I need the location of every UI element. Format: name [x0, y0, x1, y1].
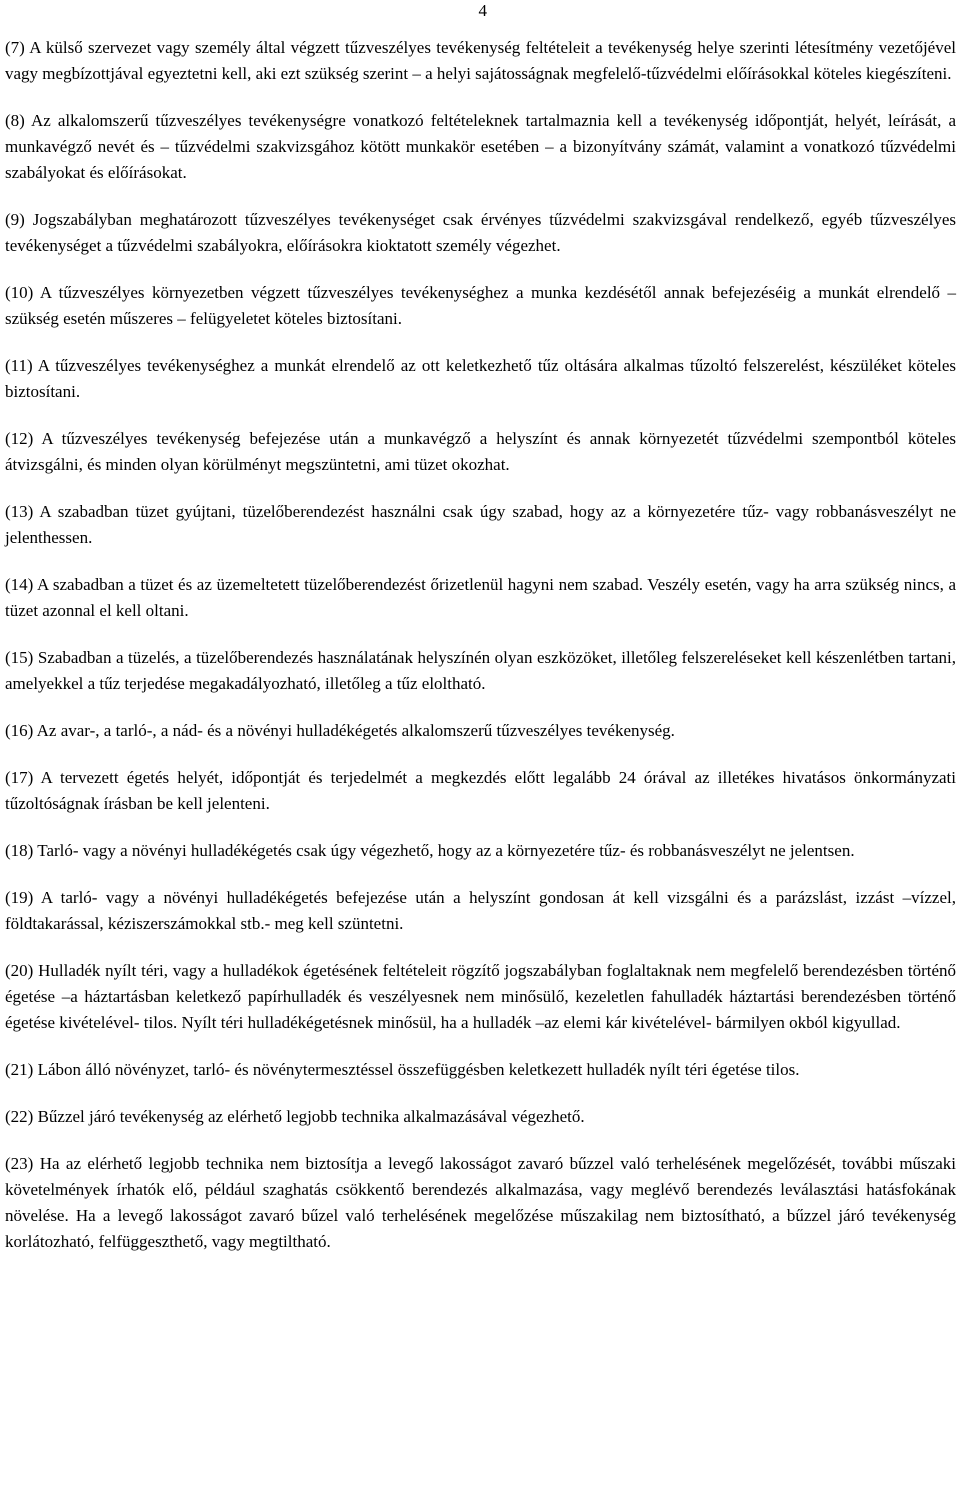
paragraph-21: (21) Lábon álló növényzet, tarló- és növénytermesztéssel összefüggésben keletkezett hulladék nyílt téri égetése tilos. [5, 1060, 800, 1079]
document-body [5, 35, 956, 1276]
paragraph-8: (8) Az alkalomszerű tűzveszélyes tevékenységre vonatkozó feltételeknek tartalmaznia kell a tevékenység időpontját, helyét, leírását, a munkavégző nevét és – tűzvédelmi szakvizsgához kötött munkakör esetében – a bizonyítvány számát, valamint a vonatkozó tűzvédelmi szabályokat és előírásokat. [5, 111, 956, 182]
paragraph-18: (18) Tarló- vagy a növényi hulladékégetés csak úgy végezhető, hogy az a környezetére tűz- és robbanásveszélyt ne jelentsen. [5, 841, 855, 860]
paragraph-12: (12) A tűzveszélyes tevékenység befejezése után a munkavégző a helyszínt és annak környezetét tűzvédelmi szempontból köteles átvizsgálni, és minden olyan körülményt megszüntetni, ami tüzet okozhat. [5, 429, 956, 474]
paragraph-23: (23) Ha az elérhető legjobb technika nem biztosítja a levegő lakosságot zavaró bűzzel való terhelésének megelőzését, további műszaki követelmények írhatók elő, például szaghatás csökkentő berendezés alkalmazása, vagy meglévő berendezés leválasztási hatásfokának növelése. Ha a levegő lakosságot zavaró bűzel való terhelésének megelőzése műszakilag nem biztosítható, a bűzzel járó tevékenység korlátozható, felfüggeszthető, vagy megtiltható. [5, 1154, 956, 1251]
paragraph-16: (16) Az avar-, a tarló-, a nád- és a növényi hulladékégetés alkalomszerű tűzveszélyes tevékenység. [5, 721, 675, 740]
paragraph-7: (7) A külső szervezet vagy személy által végzett tűzveszélyes tevékenység feltételeit a tevékenység helye szerinti létesítmény vezetőjével vagy megbízottjával egyeztetni kell, aki ezt szükség szerint – a helyi sajátosságnak megfelelő-tűzvédelmi előírásokkal köteles kiegészíteni. [5, 38, 956, 83]
paragraph-20: (20) Hulladék nyílt téri, vagy a hulladékok égetésének feltételeit rögzítő jogszabályban foglaltaknak nem megfelelő berendezésben történő égetése –a háztartásban keletkező papírhulladék és veszélyesnek nem minősülő, kezeletlen fahulladék háztartási berendezésben történő égetése kivételével- tilos. Nyílt téri hulladékégetésnek minősül, ha a hulladék –az elemi kár kivételével- bármilyen okból kigyullad. [5, 961, 956, 1032]
paragraph-22: (22) Bűzzel járó tevékenység az elérhető legjobb technika alkalmazásával végezhető. [5, 1107, 585, 1126]
page-number: 4 [478, 1, 487, 20]
paragraph-14: (14) A szabadban a tüzet és az üzemeltetett tüzelőberendezést őrizetlenül hagyni nem szabad. Veszély esetén, vagy ha arra szükség nincs, a tüzet azonnal el kell oltani. [5, 575, 956, 620]
paragraph-11: (11) A tűzveszélyes tevékenységhez a munkát elrendelő az ott keletkezhető tűz oltására alkalmas tűzoltó felszerelést, készüléket köteles biztosítani. [5, 356, 956, 401]
paragraph-15: (15) Szabadban a tüzelés, a tüzelőberendezés használatának helyszínén olyan eszközöket, illetőleg felszereléseket kell készenlétben tartani, amelyekkel a tűz terjedése megakadályozható, illetőleg a tűz eloltható. [5, 648, 956, 693]
paragraph-9: (9) Jogszabályban meghatározott tűzveszélyes tevékenységet csak érvényes tűzvédelmi szakvizsgával rendelkező, egyéb tűzveszélyes tevékenységet a tűzvédelmi szabályokra, előírásokra kioktatott személy végezhet. [5, 210, 956, 255]
paragraph-10: (10) A tűzveszélyes környezetben végzett tűzveszélyes tevékenységhez a munka kezdésétől annak befejezéséig a munkát elrendelő – szükség esetén műszeres – felügyeletet köteles biztosítani. [5, 283, 956, 328]
paragraph-13: (13) A szabadban tüzet gyújtani, tüzelőberendezést használni csak úgy szabad, hogy az a környezetére tűz- vagy robbanásveszélyt ne jelenthessen. [5, 502, 956, 547]
paragraph-19: (19) A tarló- vagy a növényi hulladékégetés befejezése után a helyszínt gondosan át kell vizsgálni és a parázslást, izzást –vízzel, földtakarással, kéziszerszámokkal stb.- meg kell szüntetni. [5, 888, 956, 933]
paragraph-17: (17) A tervezett égetés helyét, időpontját és terjedelmét a megkezdés előtt legalább 24 órával az illetékes hivatásos önkormányzati tűzoltóságnak írásban be kell jelenteni. [5, 768, 956, 813]
